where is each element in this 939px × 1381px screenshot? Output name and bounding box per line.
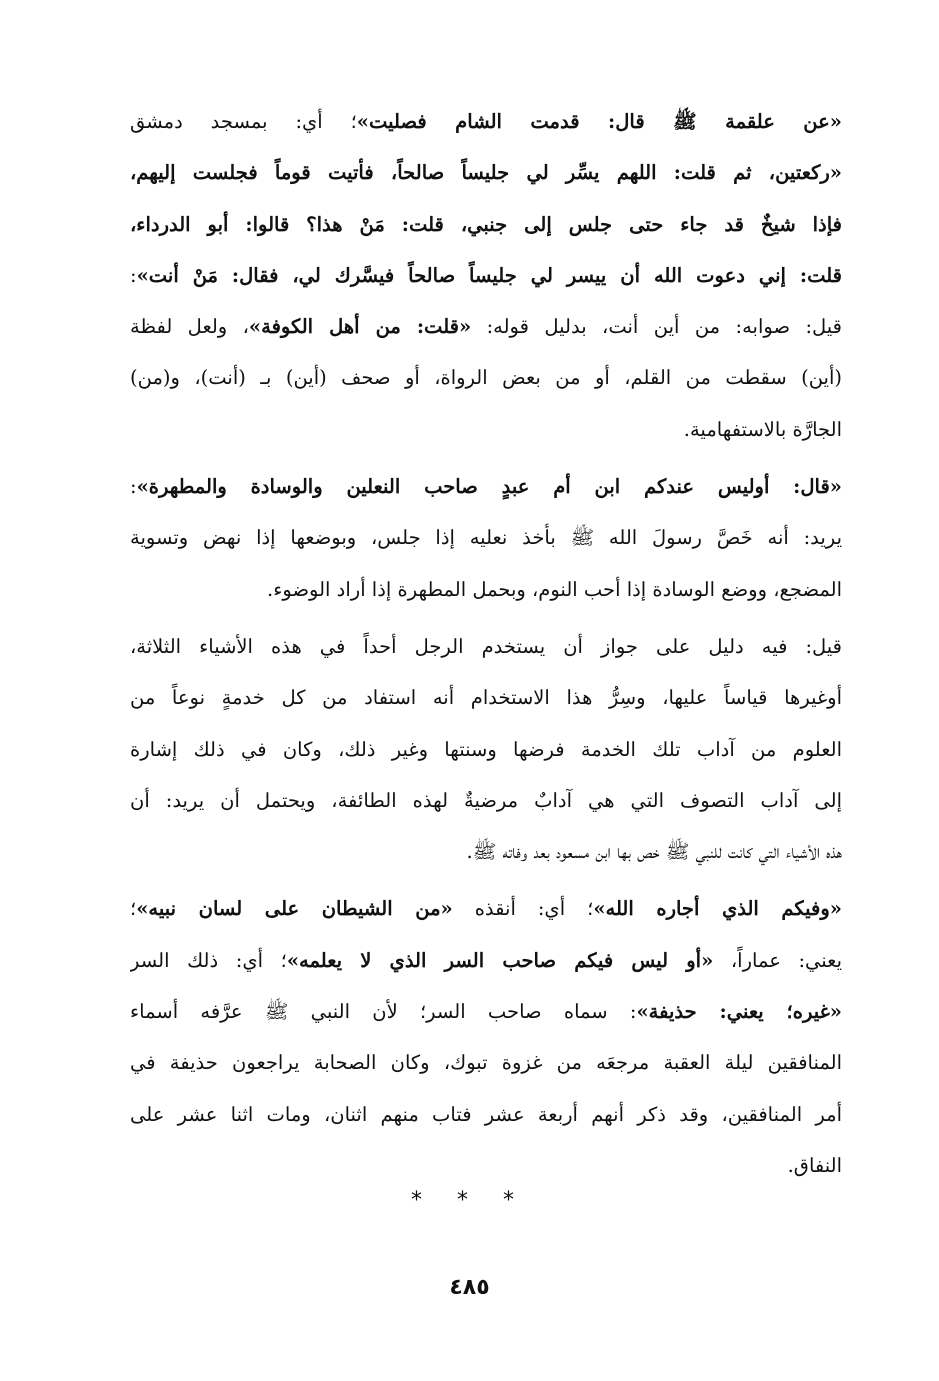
commentary-text: النفاق. <box>787 1153 842 1177</box>
page-body-text <box>130 96 842 1191</box>
quoted-hadith-text: «من الشيطان على لسان نبيه» <box>136 897 453 921</box>
text-line <box>130 96 842 147</box>
text-line <box>130 352 842 403</box>
commentary-text: ؛ أي: ذلك السر <box>130 948 287 972</box>
text-line <box>130 199 842 250</box>
text-line <box>130 301 842 352</box>
commentary-text: أمر المنافقين، وقد ذكر أنهم أربعة عشر فتاب منهم اثنان، ومات اثنا عشر على <box>130 1102 842 1126</box>
text-line <box>130 935 842 986</box>
quoted-hadith-text: «غيره؛ يعني: حذيفة» <box>636 1000 842 1024</box>
text-line <box>130 1089 842 1140</box>
quoted-hadith-text: «أو ليس فيكم صاحب السر الذي لا يعلمه» <box>286 948 714 972</box>
text-line <box>130 775 842 826</box>
commentary-text: قيل: فيه دليل على جواز أن يستخدم الرجل أحداً في هذه الأشياء الثلاثة، <box>130 634 842 658</box>
text-line <box>130 461 842 512</box>
commentary-text: : <box>130 263 137 287</box>
commentary-text: : <box>130 475 137 499</box>
commentary-text: (أين) سقطت من القلم، أو من بعض الرواة، أو صحف (أين) بـ (أنت)، و(من) <box>130 366 842 390</box>
text-line <box>130 250 842 301</box>
paragraph <box>130 461 842 615</box>
commentary-text: العلوم من آداب تلك الخدمة فرضها وسنتها وغير ذلك، وكان في ذلك إشارة <box>130 737 842 761</box>
text-line <box>130 883 842 934</box>
quoted-hadith-text: «ركعتين، ثم قلت: اللهم يسِّر لي جليساً صالحاً، فأتيت قوماً فجلست إليهم، <box>130 161 842 185</box>
page-number: ٤٨٥ <box>449 1275 490 1300</box>
section-separator: * * * <box>411 1188 528 1213</box>
commentary-text: قيل: صوابه: من أين أنت، بدليل قوله: <box>471 315 842 339</box>
commentary-text: يعني: عماراً، <box>713 948 842 972</box>
text-line <box>130 826 842 877</box>
text-line <box>130 986 842 1037</box>
text-line <box>130 1037 842 1088</box>
commentary-text: يريد: أنه خَصَّ رسولَ الله ﷺ بأخذ نعليه إذا جلس، وبوضعها إذا نهض وتسوية <box>130 526 842 550</box>
text-line <box>130 1140 842 1191</box>
quoted-hadith-text: قلت: إني دعوت الله أن ييسر لي جليساً صالحاً فيسَّرك لي، فقال: مَنْ أنت» <box>136 263 842 287</box>
commentary-text: أوغيرها قياساً عليها، وسِرُّ هذا الاستخدام أنه استفاد من كل خدمةٍ نوعاً من <box>130 686 842 710</box>
text-line <box>130 672 842 723</box>
commentary-text: إلى آداب التصوف التي هي آدابٌ مرضيةٌ لهذه الطائفة، ويحتمل أن يريد: أن <box>130 788 842 812</box>
commentary-text: : سماه صاحب السر؛ لأن النبي ﷺ عرَّفه أسماء <box>130 1000 637 1024</box>
commentary-text: المضجع، ووضع الوسادة إذا أحب النوم، وبحمل المطهرة إذا أراد الوضوء. <box>267 577 842 601</box>
commentary-text: ، ولعل لفظة <box>130 315 249 339</box>
quoted-hadith-text: «عن علقمة ﷺ قال: قدمت الشام فصليت» <box>356 110 842 133</box>
commentary-text: هذه الأشياء التي كانت للنبي ﷺ خص بها ابن مسعود بعد وفاته ﷺ. <box>466 840 842 864</box>
paragraph <box>130 883 842 1191</box>
quoted-hadith-text: فإذا شيخٌ قد جاء حتى جلس إلى جنبي، قلت: مَنْ هذا؟ قالوا: أبو الدرداء، <box>130 212 842 236</box>
commentary-text: ؛ <box>130 897 137 921</box>
commentary-text: ؛ أي: أنقذه <box>452 897 594 921</box>
text-line <box>130 621 842 672</box>
quoted-hadith-text: «قلت: من أهل الكوفة» <box>248 315 472 339</box>
commentary-text: الجارَّة بالاستفهامية. <box>683 417 842 441</box>
text-line <box>130 724 842 775</box>
quoted-hadith-text: «قال: أوليس عندكم ابن أم عبدٍ صاحب النعلين والوسادة والمطهرة» <box>136 475 842 499</box>
paragraph <box>130 621 842 877</box>
text-line <box>130 512 842 563</box>
commentary-text: المنافقين ليلة العقبة مرجعَه من غزوة تبوك، وكان الصحابة يراجعون حذيفة في <box>130 1051 842 1075</box>
commentary-text: ؛ أي: بمسجد دمشق <box>130 110 357 133</box>
paragraph <box>130 96 842 455</box>
quoted-hadith-text: «وفيكم الذي أجاره الله» <box>593 897 842 921</box>
text-line <box>130 147 842 198</box>
text-line <box>130 564 842 615</box>
text-line <box>130 404 842 455</box>
